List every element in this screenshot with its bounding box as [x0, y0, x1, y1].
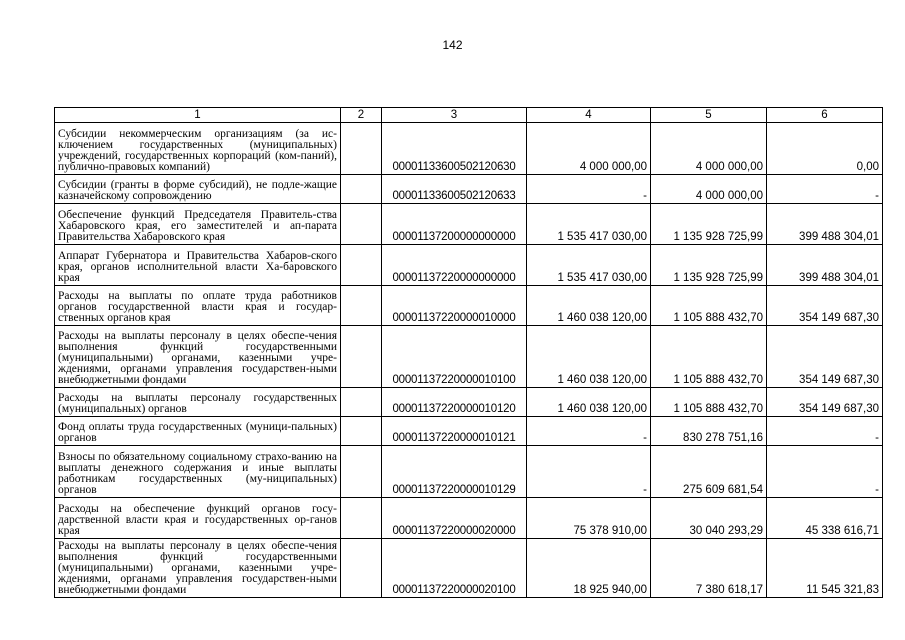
row-code: 00001137220000020100 — [382, 539, 527, 598]
row-name: Взносы по обязательному социальному страхо-ванию на выплаты денежного содержания и иные выплаты работникам государственных (му-ниципальных) органов — [55, 446, 341, 498]
row-code: 00001133600502120633 — [382, 175, 527, 204]
row-name: Субсидии некоммерческим организациям (за ис-ключением государственных (муниципальных) учреждений, государственных корпораций (ком-паний), публично-правовых компаний) — [55, 123, 341, 175]
row-name: Расходы на выплаты персоналу в целях обеспе-чения выполнения функций государственными (муниципальными) органами, казенными учре-ждениями, органами управления государствен-ными внебюджетными фондами — [55, 539, 341, 598]
row-value-6: - — [767, 175, 883, 204]
column-header: 3 — [382, 108, 527, 123]
row-name: Расходы на выплаты персоналу государственных (муниципальных) органов — [55, 388, 341, 417]
row-value-5: 830 278 751,16 — [651, 417, 767, 446]
row-col2 — [341, 446, 382, 498]
row-name: Субсидии (гранты в форме субсидий), не подле-жащие казначейскому сопровождению — [55, 175, 341, 204]
row-col2 — [341, 245, 382, 286]
row-value-6: 399 488 304,01 — [767, 245, 883, 286]
table-row — [55, 326, 883, 388]
row-value-6: 11 545 321,83 — [767, 539, 883, 598]
page-number: 142 — [442, 38, 463, 52]
row-value-5: 1 135 928 725,99 — [651, 204, 767, 245]
row-value-6: - — [767, 417, 883, 446]
row-value-5: 1 105 888 432,70 — [651, 388, 767, 417]
row-code: 00001137220000020000 — [382, 498, 527, 539]
row-name: Аппарат Губернатора и Правительства Хабаров-ского края, органов исполнительной власти Ха-баровского края — [55, 245, 341, 286]
row-value-4: 75 378 910,00 — [527, 498, 651, 539]
table-row — [55, 498, 883, 539]
row-value-4: 1 460 038 120,00 — [527, 326, 651, 388]
row-col2 — [341, 175, 382, 204]
column-header: 6 — [767, 108, 883, 123]
column-header: 5 — [651, 108, 767, 123]
row-value-6: 354 149 687,30 — [767, 388, 883, 417]
row-value-5: 1 135 928 725,99 — [651, 245, 767, 286]
row-value-4: 1 460 038 120,00 — [527, 286, 651, 326]
row-col2 — [341, 498, 382, 539]
row-code: 00001137220000010120 — [382, 388, 527, 417]
row-value-4: 1 535 417 030,00 — [527, 245, 651, 286]
row-name: Фонд оплаты труда государственных (муници-пальных) органов — [55, 417, 341, 446]
budget-table — [54, 107, 883, 598]
row-code: 00001137220000000000 — [382, 245, 527, 286]
table-row — [55, 175, 883, 204]
row-code: 00001137220000010121 — [382, 417, 527, 446]
row-col2 — [341, 417, 382, 446]
row-value-4: 1 535 417 030,00 — [527, 204, 651, 245]
table-header-row — [55, 108, 883, 123]
row-col2 — [341, 539, 382, 598]
column-header: 2 — [341, 108, 382, 123]
table-row — [55, 539, 883, 598]
table-row — [55, 245, 883, 286]
row-value-4: 18 925 940,00 — [527, 539, 651, 598]
row-value-5: 30 040 293,29 — [651, 498, 767, 539]
row-code: 00001137200000000000 — [382, 204, 527, 245]
table-row — [55, 204, 883, 245]
row-value-4: - — [527, 417, 651, 446]
row-value-6: 354 149 687,30 — [767, 286, 883, 326]
row-value-5: 4 000 000,00 — [651, 123, 767, 175]
column-header: 1 — [55, 108, 341, 123]
table-row — [55, 446, 883, 498]
row-value-5: 4 000 000,00 — [651, 175, 767, 204]
row-value-4: 1 460 038 120,00 — [527, 388, 651, 417]
row-value-6: 0,00 — [767, 123, 883, 175]
row-name: Расходы на выплаты персоналу в целях обеспе-чения выполнения функций государственными (муниципальными) органами, казенными учре-ждениями, органами управления государствен-ными внебюджетными фондами — [55, 326, 341, 388]
row-value-6: 45 338 616,71 — [767, 498, 883, 539]
row-value-4: 4 000 000,00 — [527, 123, 651, 175]
row-name: Расходы на обеспечение функций органов госу-дарственной власти края и государственных ор-ганов края — [55, 498, 341, 539]
row-col2 — [341, 286, 382, 326]
row-value-6: 399 488 304,01 — [767, 204, 883, 245]
row-code: 00001133600502120630 — [382, 123, 527, 175]
row-value-4: - — [527, 446, 651, 498]
row-value-5: 1 105 888 432,70 — [651, 326, 767, 388]
row-col2 — [341, 388, 382, 417]
row-col2 — [341, 204, 382, 245]
table-row — [55, 417, 883, 446]
row-code: 00001137220000010000 — [382, 286, 527, 326]
row-value-5: 1 105 888 432,70 — [651, 286, 767, 326]
row-value-6: 354 149 687,30 — [767, 326, 883, 388]
row-name: Обеспечение функций Председателя Правитель-ства Хабаровского края, его заместителей и ап-парата Правительства Хабаровского края — [55, 204, 341, 245]
row-value-5: 275 609 681,54 — [651, 446, 767, 498]
table-row — [55, 286, 883, 326]
row-value-5: 7 380 618,17 — [651, 539, 767, 598]
row-col2 — [341, 123, 382, 175]
row-value-4: - — [527, 175, 651, 204]
column-header: 4 — [527, 108, 651, 123]
table-row — [55, 123, 883, 175]
row-code: 00001137220000010100 — [382, 326, 527, 388]
row-value-6: - — [767, 446, 883, 498]
row-col2 — [341, 326, 382, 388]
table-row — [55, 388, 883, 417]
row-code: 00001137220000010129 — [382, 446, 527, 498]
row-name: Расходы на выплаты по оплате труда работников органов государственной власти края и государ-ственных органов края — [55, 286, 341, 326]
